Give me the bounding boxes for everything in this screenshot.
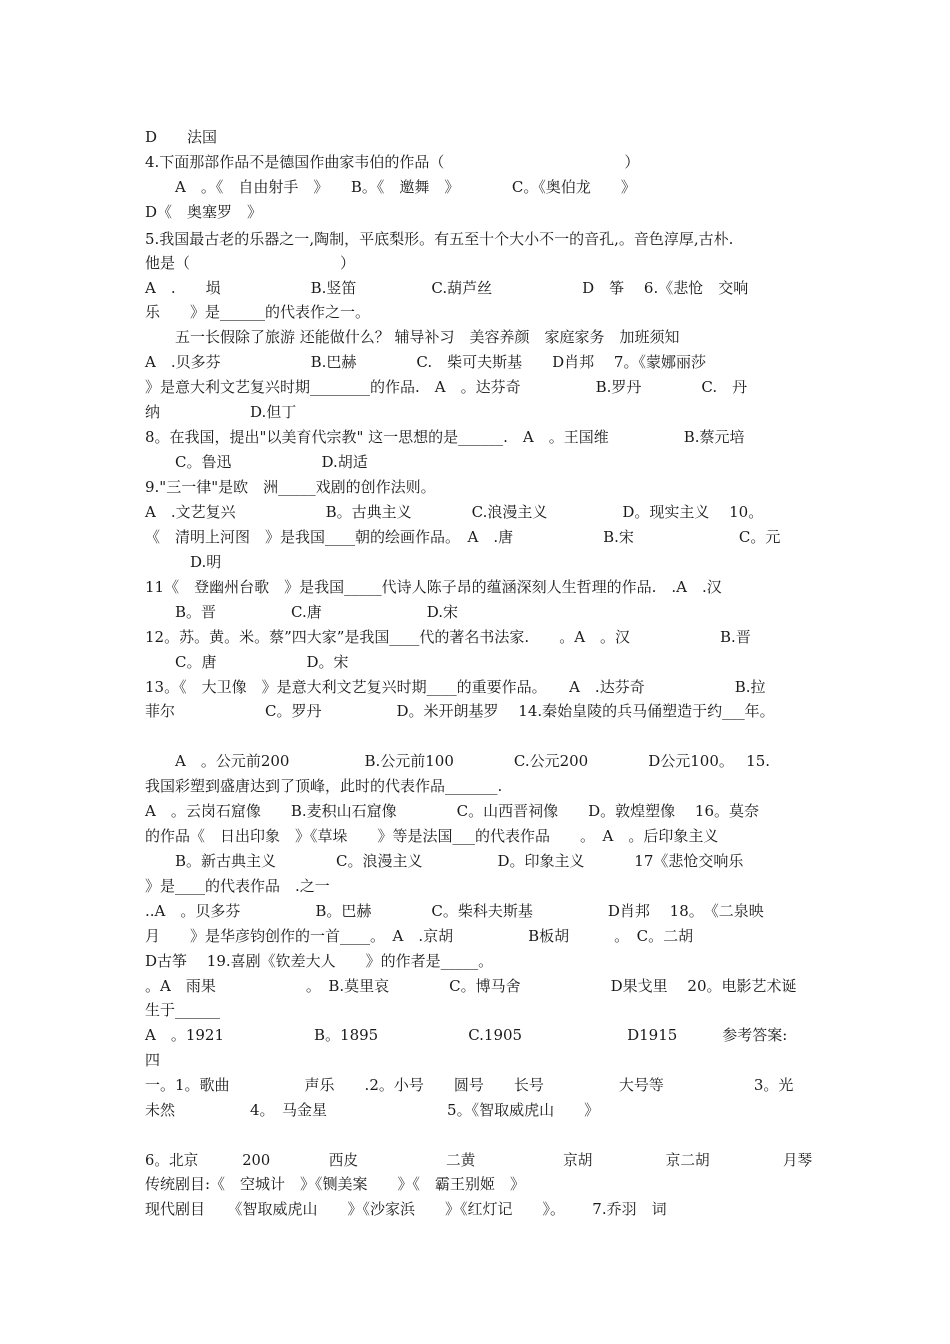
text-line: 传统剧目:《 空城计 》《铡美案 》《 霸王别姬 》 [145,1175,526,1193]
text-line: 纳 D.但丁 [145,403,297,421]
text-line: D.明 [145,553,222,571]
text-line: 。A 雨果 。 B.莫里哀 C。博马舍 D果戈里 20。电影艺术诞 [145,977,797,995]
text-line: ..A 。贝多芬 B。巴赫 C。柴科夫斯基 D肖邦 18。 《二泉映 [145,902,764,920]
text-line: A 。云岗石窟像 B.麦积山石窟像 C。山西晋祠像 D。敦煌塑像 16。莫奈 [145,802,759,820]
text-line: 乐 》是______的代表作之一。 [145,303,371,321]
text-line: A .文艺复兴 B。古典主义 C.浪漫主义 D。现实主义 10。 [145,503,764,521]
text-line: C。鲁迅 D.胡适 [145,453,368,471]
text-line: 一。1。歌曲 声乐 .2。小号 圆号 长号 大号等 3。光 [145,1076,794,1094]
text-line: 》是意大利文艺复兴时期________的作品. A 。达芬奇 B.罗丹 C. 丹 [145,378,748,396]
text-line: A . 埙 B.竖笛 C.葫芦丝 D 筝 6.《悲怆 交响 [145,279,749,297]
text-line: 8。在我国，提出"以美育代宗教" 这一思想的是______. A 。王国维 B.蔡元培 [145,428,745,446]
text-line: 《 清明上河图 》是我国____朝的绘画作品。 A .唐 B.宋 C。元 [145,528,781,546]
text-line: 未然 4。 马金星 5。《智取威虎山 》 [145,1101,600,1119]
text-line: D古筝 19.喜剧《钦差大人 》的作者是_____。 [145,952,494,970]
text-line: 12。苏。黄。米。蔡”四大家”是我国____代的著名书法家. 。A 。汉 B.晋 [145,628,751,646]
text-line: 月 》是华彦钧创作的一首____。 A .京胡 B板胡 。 C。二胡 [145,927,694,945]
text-line: 生于______ [145,1001,221,1019]
text-line: 》是____的代表作品 .之一 [145,877,330,895]
text-line: 9."三一律"是欧 洲_____戏剧的创作法则。 [145,478,436,496]
text-line: 11《 登幽州台歌 》是我国_____代诗人陈子昂的蕴涵深刻人生哲理的作品. .A .汉 [145,578,722,596]
text-line: D《 奥塞罗 》 [145,203,263,221]
text-line: A 。《 自由射手 》 B。《 邀舞 》 C。《奥伯龙 》 [145,178,636,196]
text-line: A .贝多芬 B.巴赫 C. 柴可夫斯基 D肖邦 7。《蒙娜丽莎 [145,353,706,371]
text-line: 13。《 大卫像 》是意大利文艺复兴时期____的重要作品。 A .达芬奇 B.拉 [145,678,766,696]
text-line: 四 [145,1051,161,1069]
text-line: B。新古典主义 C。浪漫主义 D。印象主义 17《悲怆交响乐 [145,852,744,870]
text-line: D 法国 [145,128,218,146]
text-line: 6。北京 200 西皮 二黄 京胡 京二胡 月琴 [145,1151,813,1169]
text-line: 的作品《 日出印象 》《草垛 》等是法国___的代表作品 。 A 。后印象主义 [145,827,719,845]
text-line: 现代剧目 《智取威虎山 》《沙家浜 》《红灯记 》。 7.乔羽 词 [145,1200,667,1218]
text-line: 他是（ ） [145,254,356,272]
text-line: A 。公元前200 B.公元前100 C.公元200 D公元100。 15. [145,752,771,770]
text-line: 菲尔 C。罗丹 D。米开朗基罗 14.秦始皇陵的兵马俑塑造于约___年。 [145,702,775,720]
text-line: 五一长假除了旅游 还能做什么？ 辅导补习 美容养颜 家庭家务 加班须知 [145,328,680,346]
text-line: 5.我国最古老的乐器之一,陶制，平底梨形。有五至十个大小不一的音孔,。音色淳厚,古朴. [145,230,734,248]
text-line: A 。1921 B。1895 C.1905 D1915 参考答案: [145,1026,788,1044]
text-line: 我国彩塑到盛唐达到了顶峰，此时的代表作品_______. [145,777,503,795]
text-line: B。晋 C.唐 D.宋 [145,603,458,621]
text-line: C。唐 D。宋 [145,653,349,671]
text-line: 4.下面那部作品不是德国作曲家韦伯的作品（ ） [145,153,640,171]
